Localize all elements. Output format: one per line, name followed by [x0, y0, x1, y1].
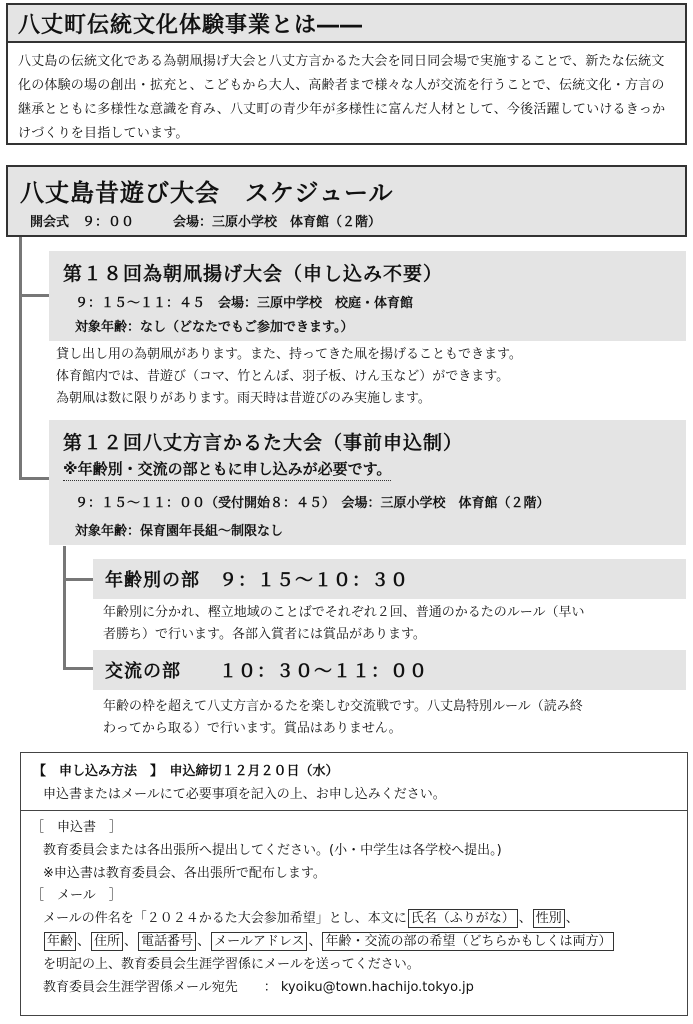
- event-kite-desc-line: 貸し出し用の為朝凧があります。また、持ってきた凧を揚げることもできます。: [56, 347, 522, 362]
- separator: 、: [124, 933, 138, 949]
- field-name: 氏名（ふりがな）: [408, 909, 518, 928]
- event-karuta-title: 第１２回八丈方言かるた大会（事前申込制）: [63, 432, 464, 454]
- tree-line-event1: [19, 294, 49, 297]
- division-exchange-description: [103, 696, 688, 740]
- field-phone: 電話番号: [138, 932, 196, 951]
- division-age-description: [103, 602, 688, 646]
- division-exchange-desc-line: わってから取る）で行います。賞品はありません。: [103, 721, 402, 736]
- tree-line-main: [19, 237, 22, 480]
- mail-subject-text: メールの件名を「２０２４かるた大会参加希望」とし、本文に: [43, 911, 407, 927]
- application-deadline: 【 申し込み方法 】 申込締切１２月２０日（水）: [33, 764, 339, 779]
- event-kite-time-venue: ９：１５～１１：４５ 会場：三原中学校 校庭・体育館: [75, 296, 414, 311]
- event-karuta-target: 対象年齢：保育園年長組～制限なし: [75, 524, 284, 539]
- division-exchange-box: [93, 650, 686, 690]
- division-age-desc-line: 年齢別に分かれ、樫立地域のことばでそれぞれ２回、普通のかるたのルール（早い: [103, 605, 585, 620]
- mail-line: [31, 931, 687, 954]
- opening-ceremony: 開会式 ９：００ 会場：三原小学校 体育館（２階）: [30, 215, 382, 230]
- event-kite-description: [56, 344, 676, 410]
- field-address: 住所: [91, 932, 123, 951]
- schedule-title: 八丈島昔遊び大会 スケジュール: [20, 179, 394, 207]
- event-karuta-box: [49, 420, 686, 545]
- event-kite-desc-line: 体育館内では、昔遊び（コマ、竹とんぼ、羽子板、けん玉など）ができます。: [56, 369, 510, 384]
- separator: 、: [77, 933, 91, 949]
- mail-post-text: を明記の上、教育委員会生涯学習係にメールを送ってください。: [43, 956, 420, 972]
- field-email: メールアドレス: [211, 932, 307, 951]
- division-exchange-title: 交流の部 １０：３０～１１：００: [105, 661, 428, 682]
- mail-address[interactable]: kyoiku@town.hachijo.tokyo.jp: [280, 979, 474, 995]
- event-karuta-note: ※年齢別・交流の部ともに申し込みが必要です。: [63, 458, 391, 481]
- division-age-title: 年齢別の部 ９：１５～１０：３０: [105, 570, 409, 591]
- intro-text: 八丈島の伝統文化である為朝凧揚げ大会と八丈方言かるた大会を同日同会場で実施することで、新たな伝統文化の体験の場の創出・拡充と、こどもから大人、高齢者まで様々な人が交流を行うことで、伝統文化・方言の継承とともに多様性な意識を育み、八丈町の青少年が多様性に富んだ人材として、今後活躍していけるきっかけづくりを目指しています。: [18, 54, 666, 141]
- separator: 、: [197, 933, 211, 949]
- separator: 、: [308, 933, 322, 949]
- form-line: ※申込書は教育委員会、各出張所で配布します。: [43, 865, 326, 881]
- event-karuta-time-venue: ９：１５～１１：００（受付開始８：４５） 会場：三原小学校 体育館（２階）: [75, 496, 550, 511]
- form-label: ［ 申込書 ］: [31, 820, 123, 835]
- tree-line-divisions: [63, 546, 66, 670]
- schedule-header: [6, 165, 687, 237]
- application-section: [20, 752, 688, 1016]
- tree-line-division-age: [63, 578, 93, 581]
- application-body: [21, 811, 687, 999]
- event-kite-box: [49, 251, 686, 341]
- division-age-desc-line: 者勝ち）で行います。各部入賞者には賞品があります。: [103, 627, 426, 642]
- intro-title: 八丈町伝統文化体験事業とは――: [8, 5, 685, 43]
- event-kite-title: 第１８回為朝凧揚げ大会（申し込み不要）: [63, 263, 444, 285]
- division-exchange-desc-line: 年齢の枠を超えて八丈方言かるたを楽しむ交流戦です。八丈島特別ルール（読み終: [103, 699, 583, 714]
- event-kite-target: 対象年齢：なし（どなたでもご参加できます。）: [75, 320, 354, 335]
- division-age-box: [93, 559, 686, 599]
- mail-address-line: [31, 977, 687, 1000]
- separator: 、: [518, 911, 532, 927]
- mail-line: [31, 908, 687, 931]
- intro-section: [6, 3, 687, 145]
- application-header: [21, 753, 687, 811]
- event-kite-desc-line: 為朝凧は数に限りがあります。雨天時は昔遊びのみ実施します。: [56, 391, 431, 406]
- application-intro: 申込書またはメールにて必要事項を記入の上、お申し込みください。: [43, 787, 446, 802]
- mail-address-label: 教育委員会生涯学習係メール宛先 ：: [43, 979, 277, 995]
- tree-line-event2: [19, 477, 49, 480]
- mail-label: ［ メール ］: [31, 888, 122, 904]
- field-division: 年齢・交流の部の希望（どちらかもしくは両方）: [322, 932, 614, 951]
- separator: 、: [565, 911, 579, 927]
- field-gender: 性別: [533, 909, 565, 928]
- field-age: 年齢: [44, 932, 76, 951]
- form-line: 教育委員会または各出張所へ提出してください。(小・中学生は各学校へ提出。): [43, 842, 502, 858]
- tree-line-division-exchange: [63, 667, 93, 670]
